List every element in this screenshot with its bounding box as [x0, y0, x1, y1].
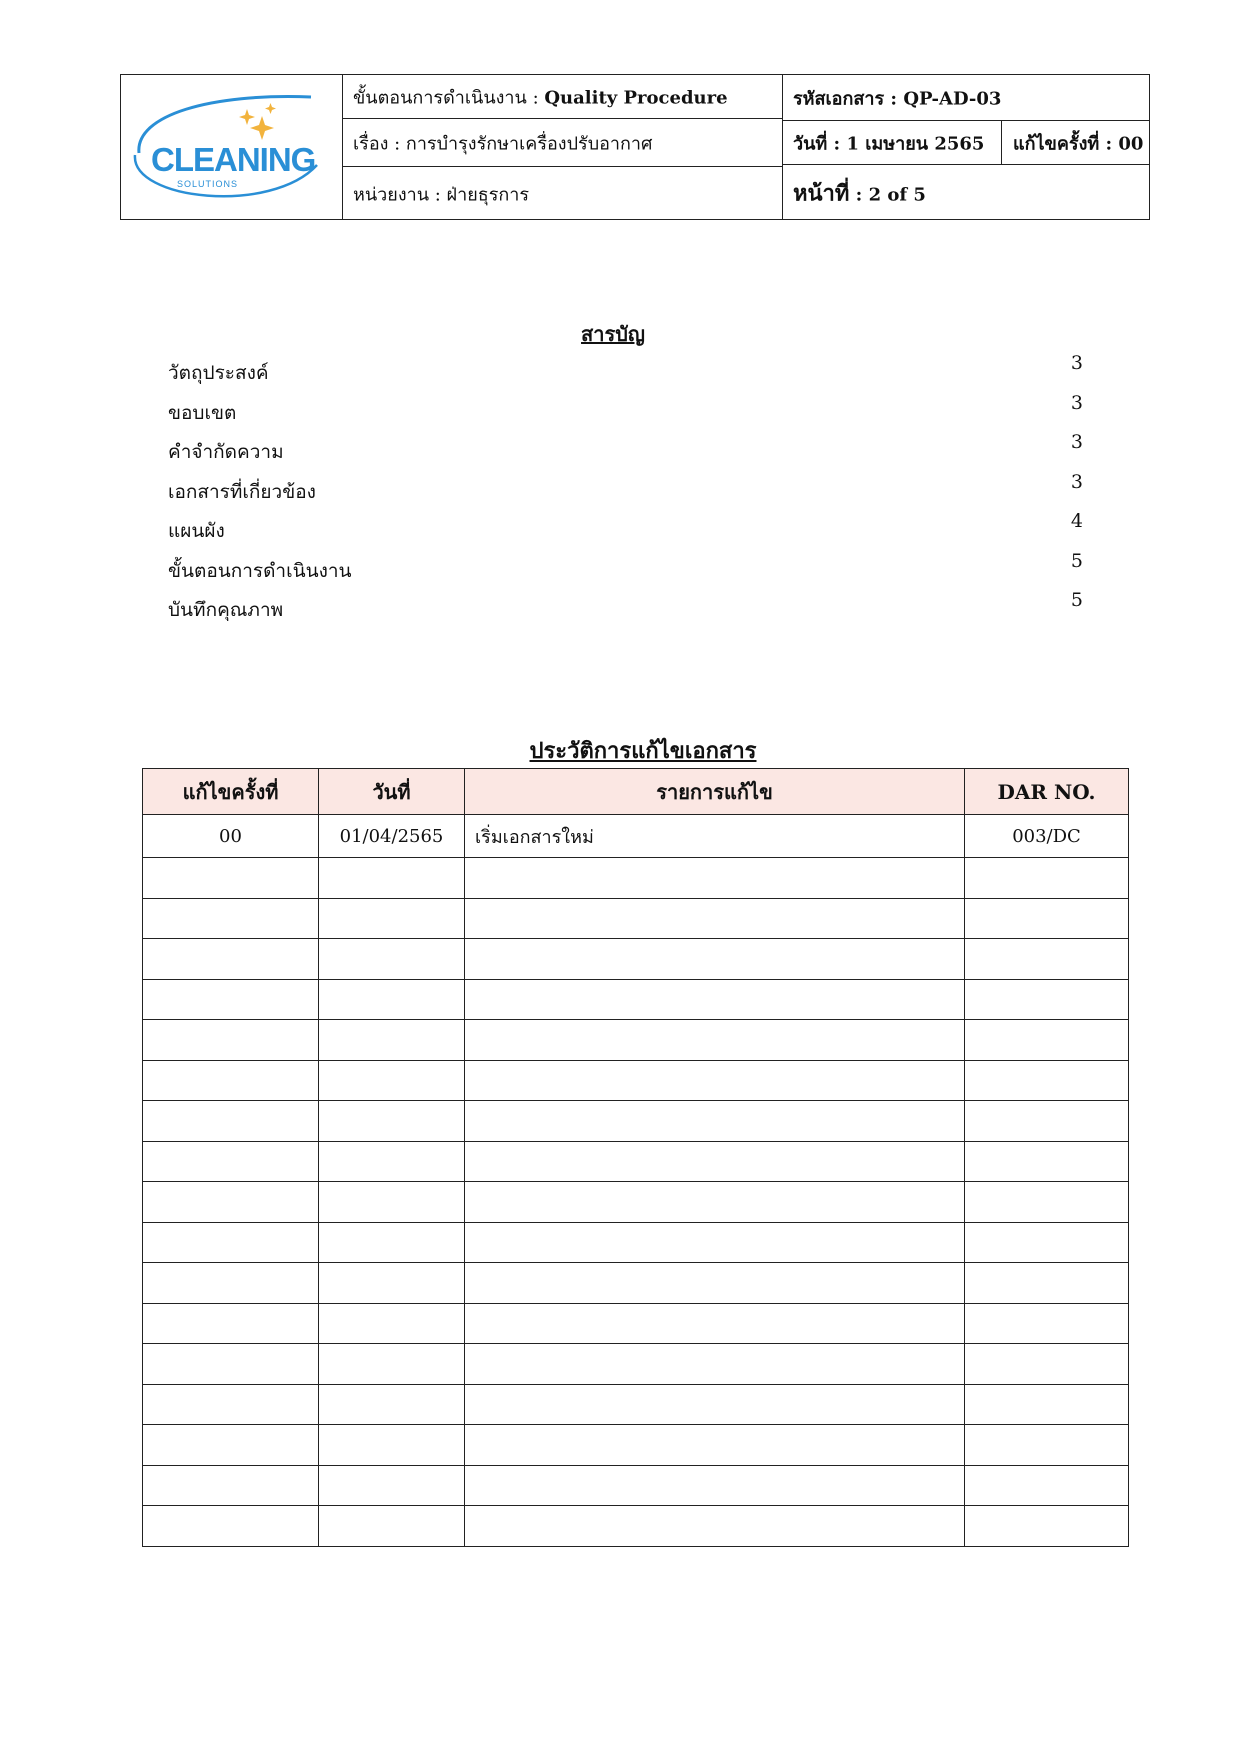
empty-cell — [319, 1060, 465, 1101]
table-row-empty — [143, 979, 1129, 1020]
table-row-empty — [143, 1384, 1129, 1425]
empty-cell — [965, 1344, 1129, 1385]
empty-cell — [143, 1101, 319, 1142]
empty-cell — [319, 1141, 465, 1182]
toc-item — [168, 352, 1083, 392]
empty-cell — [965, 1303, 1129, 1344]
toc-item — [168, 550, 1083, 590]
empty-cell — [319, 858, 465, 899]
empty-cell — [465, 1465, 965, 1506]
toc-item-page: 5 — [1070, 589, 1083, 611]
empty-cell — [143, 1182, 319, 1223]
toc-item-label: คำจำกัดความ — [168, 441, 284, 463]
empty-cell — [143, 1425, 319, 1466]
empty-cell — [143, 1141, 319, 1182]
empty-cell — [465, 1384, 965, 1425]
table-row-empty — [143, 1263, 1129, 1304]
toc-item — [168, 510, 1083, 550]
toc-item-label: ขั้นตอนการดำเนินงาน — [168, 559, 352, 582]
empty-cell — [465, 1303, 965, 1344]
empty-cell — [319, 1465, 465, 1506]
empty-cell — [465, 1182, 965, 1223]
logo-cell — [121, 75, 343, 219]
empty-cell — [465, 1344, 965, 1385]
empty-cell — [965, 1060, 1129, 1101]
table-row-empty — [143, 1060, 1129, 1101]
empty-cell — [965, 1425, 1129, 1466]
empty-cell — [143, 898, 319, 939]
page-label: หน้าที่ — [793, 180, 850, 207]
empty-cell — [465, 858, 965, 899]
empty-cell — [143, 1303, 319, 1344]
empty-cell — [965, 858, 1129, 899]
procedure-label: ขั้นตอนการดำเนินงาน : — [353, 87, 545, 108]
empty-cell — [319, 1303, 465, 1344]
empty-cell — [465, 979, 965, 1020]
empty-cell — [319, 1101, 465, 1142]
toc-item-page: 3 — [1070, 431, 1083, 453]
toc-item-page: 3 — [1070, 352, 1083, 374]
empty-cell — [965, 1222, 1129, 1263]
empty-cell — [319, 1020, 465, 1061]
logo-name: CLEANING — [151, 141, 316, 178]
empty-cell — [319, 1182, 465, 1223]
table-row-empty — [143, 898, 1129, 939]
empty-cell — [319, 979, 465, 1020]
doc-code: รหัสเอกสาร : QP-AD-03 — [793, 88, 1002, 109]
empty-cell — [965, 1141, 1129, 1182]
toc-item — [168, 589, 1083, 629]
header-middle — [343, 75, 783, 219]
empty-cell — [965, 939, 1129, 980]
table-header-row — [143, 769, 1129, 815]
empty-cell — [319, 939, 465, 980]
empty-cell — [465, 939, 965, 980]
empty-cell — [465, 1101, 965, 1142]
empty-cell — [319, 1222, 465, 1263]
empty-cell — [143, 1344, 319, 1385]
table-row — [143, 815, 1129, 858]
toc-item-label: เอกสารที่เกี่ยวข้อง — [168, 480, 316, 503]
empty-cell — [465, 1506, 965, 1547]
col-header-revision: แก้ไขครั้งที่ — [143, 769, 319, 815]
department-row — [343, 167, 782, 221]
cleaning-solutions-logo — [121, 75, 343, 221]
cell-description: เริ่มเอกสารใหม่ — [465, 815, 965, 858]
empty-cell — [319, 898, 465, 939]
date-revision-divider — [1001, 121, 1002, 164]
empty-cell — [465, 1425, 965, 1466]
empty-cell — [465, 1263, 965, 1304]
table-row-empty — [143, 1506, 1129, 1547]
col-header-dar-no: DAR NO. — [965, 769, 1129, 815]
date-revision-row — [783, 121, 1149, 165]
table-row-empty — [143, 1101, 1129, 1142]
empty-cell — [319, 1425, 465, 1466]
cell-date: 01/04/2565 — [319, 815, 465, 858]
table-row-empty — [143, 1465, 1129, 1506]
toc-item-label: วัตถุประสงค์ — [168, 362, 269, 384]
doc-revision: แก้ไขครั้งที่ : 00 — [1013, 133, 1144, 154]
revision-history-title: ประวัติการแก้ไขเอกสาร — [529, 738, 757, 764]
subject-row — [343, 119, 782, 167]
subject-label: เรื่อง — [353, 133, 389, 154]
procedure-value: Quality Procedure — [544, 87, 728, 108]
empty-cell — [143, 1384, 319, 1425]
empty-cell — [465, 1141, 965, 1182]
empty-cell — [319, 1384, 465, 1425]
revision-table-body — [143, 815, 1129, 1547]
empty-cell — [143, 939, 319, 980]
table-row-empty — [143, 858, 1129, 899]
empty-cell — [965, 1182, 1129, 1223]
doc-code-row — [783, 75, 1149, 121]
department-label: หน่วยงาน — [353, 184, 430, 206]
empty-cell — [143, 1506, 319, 1547]
empty-cell — [965, 1263, 1129, 1304]
toc-item-page: 3 — [1070, 470, 1083, 493]
subject-value: : การบำรุงรักษาเครื่องปรับอากาศ — [388, 133, 653, 154]
empty-cell — [965, 1101, 1129, 1142]
empty-cell — [965, 1506, 1129, 1547]
empty-cell — [465, 1222, 965, 1263]
empty-cell — [465, 898, 965, 939]
empty-cell — [143, 858, 319, 899]
table-row-empty — [143, 1344, 1129, 1385]
logo-subtitle: SOLUTIONS — [177, 179, 239, 189]
header-right — [783, 75, 1149, 219]
table-row-empty — [143, 1141, 1129, 1182]
empty-cell — [965, 1020, 1129, 1061]
toc-title: สารบัญ — [581, 322, 645, 346]
toc-item-page: 4 — [1070, 510, 1083, 532]
empty-cell — [143, 1060, 319, 1101]
toc-item — [168, 431, 1083, 471]
empty-cell — [143, 979, 319, 1020]
table-row-empty — [143, 1425, 1129, 1466]
revision-history-table — [142, 768, 1129, 1547]
empty-cell — [319, 1344, 465, 1385]
toc-item-label: ขอบเขต — [168, 401, 237, 424]
toc-item-label: แผนผัง — [168, 520, 225, 542]
procedure-row — [343, 75, 782, 119]
doc-date: วันที่ : 1 เมษายน 2565 — [793, 133, 985, 154]
empty-cell — [965, 1384, 1129, 1425]
table-of-contents — [168, 352, 1083, 629]
empty-cell — [965, 898, 1129, 939]
cell-revision: 00 — [143, 815, 319, 858]
empty-cell — [143, 1020, 319, 1061]
empty-cell — [465, 1060, 965, 1101]
col-header-date: วันที่ — [319, 769, 465, 815]
cell-dar-no: 003/DC — [965, 815, 1129, 858]
col-header-description: รายการแก้ไข — [465, 769, 965, 815]
toc-item-label: บันทึกคุณภาพ — [168, 599, 284, 621]
toc-item — [168, 392, 1083, 432]
table-row-empty — [143, 1182, 1129, 1223]
empty-cell — [143, 1465, 319, 1506]
empty-cell — [965, 1465, 1129, 1506]
table-row-empty — [143, 1303, 1129, 1344]
empty-cell — [143, 1263, 319, 1304]
empty-cell — [143, 1222, 319, 1263]
toc-item-page: 5 — [1070, 549, 1083, 572]
document-header — [120, 74, 1150, 220]
empty-cell — [465, 1020, 965, 1061]
department-value: : ฝ่ายธุรการ — [429, 184, 530, 206]
toc-item — [168, 471, 1083, 511]
page-value: : 2 of 5 — [849, 184, 926, 206]
table-row-empty — [143, 939, 1129, 980]
page-row — [783, 165, 1149, 221]
table-row-empty — [143, 1020, 1129, 1061]
empty-cell — [319, 1263, 465, 1304]
empty-cell — [965, 979, 1129, 1020]
table-row-empty — [143, 1222, 1129, 1263]
empty-cell — [319, 1506, 465, 1547]
toc-item-page: 3 — [1070, 391, 1083, 414]
